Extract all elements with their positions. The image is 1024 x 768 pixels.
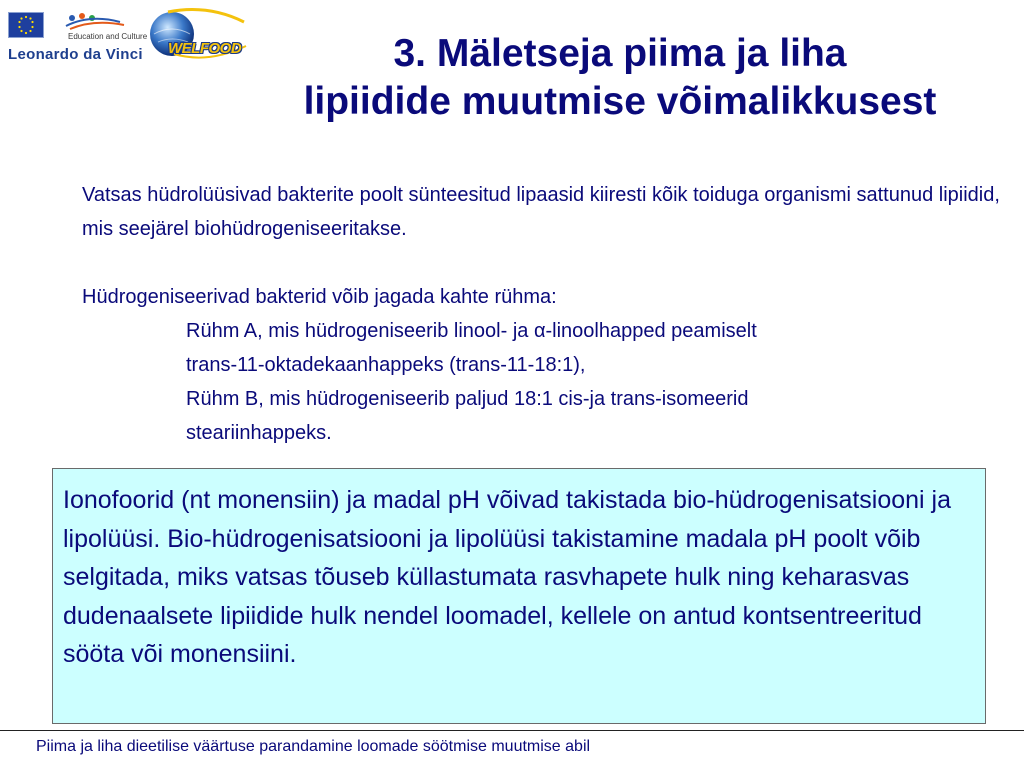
paragraph-bacteria-groups: Hüdrogeniseerivad bakterid võib jagada kahte rühma: xyxy=(82,286,557,308)
education-culture-caption: Education and Culture xyxy=(68,32,148,41)
paragraph-spacer xyxy=(82,246,1002,280)
program-name: Leonardo da Vinci xyxy=(8,46,143,63)
logo-area xyxy=(8,8,148,70)
slide-title xyxy=(230,30,1010,126)
footer-divider xyxy=(0,730,1024,731)
group-a-line-2: trans-11-oktadekaanhappeks (trans-11-18:1), xyxy=(186,354,586,376)
footer-text: Piima ja liha dieetilise väärtuse parandamine loomade söötmise muutmise abil xyxy=(36,738,591,755)
slide-body xyxy=(82,178,1002,450)
welfood-wordmark: WELFOOD xyxy=(168,40,242,57)
title-line-1: 3. Mäletseja piima ja liha xyxy=(393,32,847,75)
eu-flag-icon xyxy=(8,12,44,38)
group-a-line-1: Rühm A, mis hüdrogeniseerib linool- ja α-linoolhapped peamiselt xyxy=(186,320,757,342)
paragraph-lipases: Vatsas hüdrolüüsivad bakterite poolt sünteesitud lipaasid kiiresti kõik toiduga organismi sattunud lipiidid, mis seejärel biohüdrogeniseeritakse. xyxy=(82,184,1000,240)
callout-box xyxy=(52,468,986,724)
group-b-line-2: steariinhappeks. xyxy=(186,422,332,444)
group-b-line-1: Rühm B, mis hüdrogeniseerib paljud 18:1 cis-ja trans-isomeerid xyxy=(186,388,749,410)
callout-text: Ionofoorid (nt monensiin) ja madal pH võivad takistada bio-hüdrogenisatsiooni ja lipolüüsi. Bio-hüdrogenisatsiooni ja lipolüüsi takistamine madala pH poolt võib selgitada, miks vatsas tõuseb küllastumata rasvhapete hulk ning keharasvas dudenaalsete lipiidide hulk nendel loomadel, kellele on antud kontsentreeritud sööta või monensiini. xyxy=(63,486,952,668)
title-line-2: lipiidide muutmise võimalikkusest xyxy=(303,80,937,123)
